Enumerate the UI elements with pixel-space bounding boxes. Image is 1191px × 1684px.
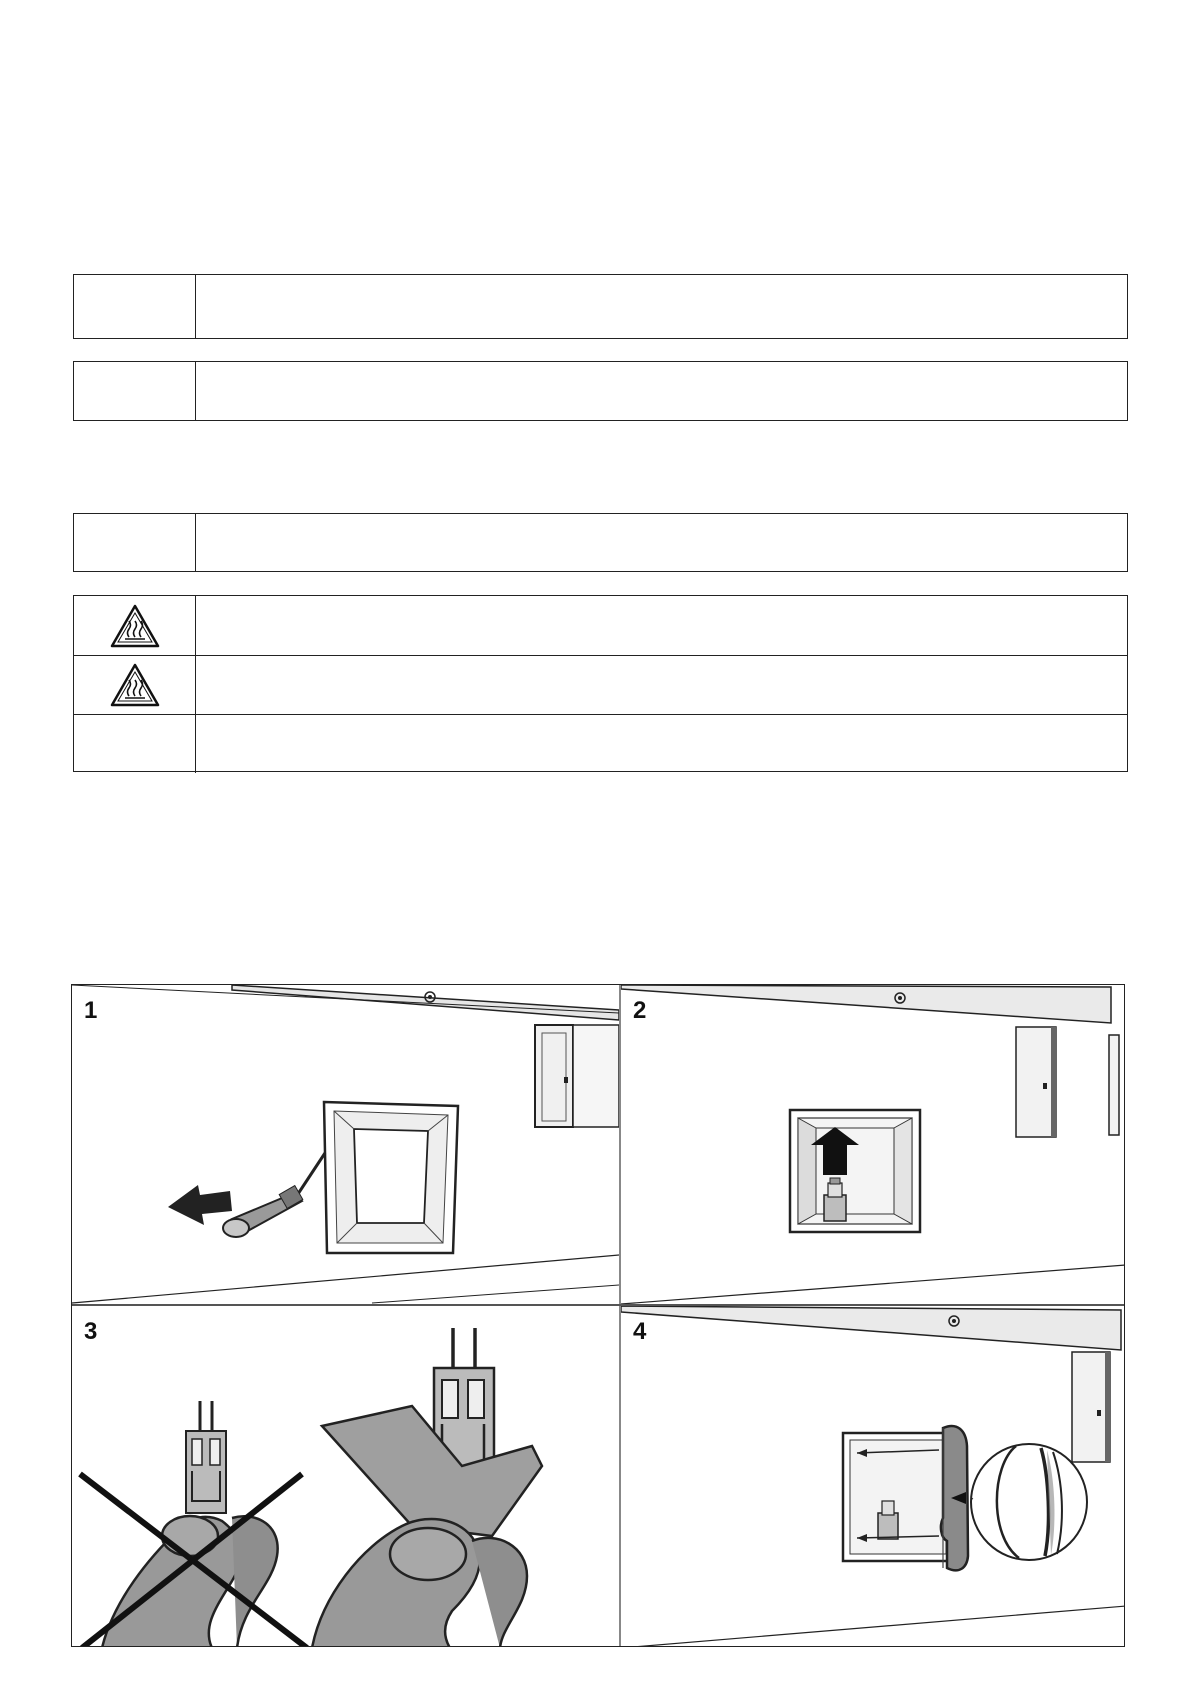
step-1-panel xyxy=(72,985,619,1304)
step-2-number: 2 xyxy=(633,997,647,1024)
table-2-row xyxy=(74,362,1127,420)
figure-vertical-divider xyxy=(619,985,621,1646)
table-3-text-cell xyxy=(196,514,1127,571)
table-1 xyxy=(73,274,1128,339)
step-2-illustration xyxy=(621,985,1125,1304)
table-4 xyxy=(73,595,1128,772)
hot-surface-warning-icon xyxy=(109,603,161,649)
table-4-row-2-icon-cell xyxy=(74,656,196,714)
step-3-number: 3 xyxy=(84,1318,98,1345)
table-4-row-1 xyxy=(74,596,1127,655)
installation-figure xyxy=(71,984,1125,1647)
table-3 xyxy=(73,513,1128,572)
table-2-label-cell xyxy=(74,362,196,420)
table-4-row-3 xyxy=(74,714,1127,773)
table-4-row-2-text-cell xyxy=(196,656,1127,714)
step-4-illustration xyxy=(621,1306,1125,1647)
table-4-row-2 xyxy=(74,655,1127,714)
step-2-panel xyxy=(621,985,1125,1304)
table-3-label-cell xyxy=(74,514,196,571)
hot-surface-warning-icon xyxy=(109,662,161,708)
step-1-illustration xyxy=(72,985,619,1304)
table-4-row-1-icon-cell xyxy=(74,596,196,655)
step-3-illustration xyxy=(72,1306,619,1647)
table-3-row xyxy=(74,514,1127,571)
table-1-text-cell xyxy=(196,275,1127,338)
table-2 xyxy=(73,361,1128,421)
figure-horizontal-divider xyxy=(72,1304,1124,1306)
table-4-row-3-label-cell xyxy=(74,715,196,773)
table-2-text-cell xyxy=(196,362,1127,420)
step-3-panel xyxy=(72,1306,619,1647)
step-4-number: 4 xyxy=(633,1318,647,1345)
table-4-row-1-text-cell xyxy=(196,596,1127,655)
table-1-label-cell xyxy=(74,275,196,338)
table-4-row-3-text-cell xyxy=(196,715,1127,773)
step-1-number: 1 xyxy=(84,997,98,1024)
step-4-panel xyxy=(621,1306,1125,1647)
table-1-row xyxy=(74,275,1127,338)
